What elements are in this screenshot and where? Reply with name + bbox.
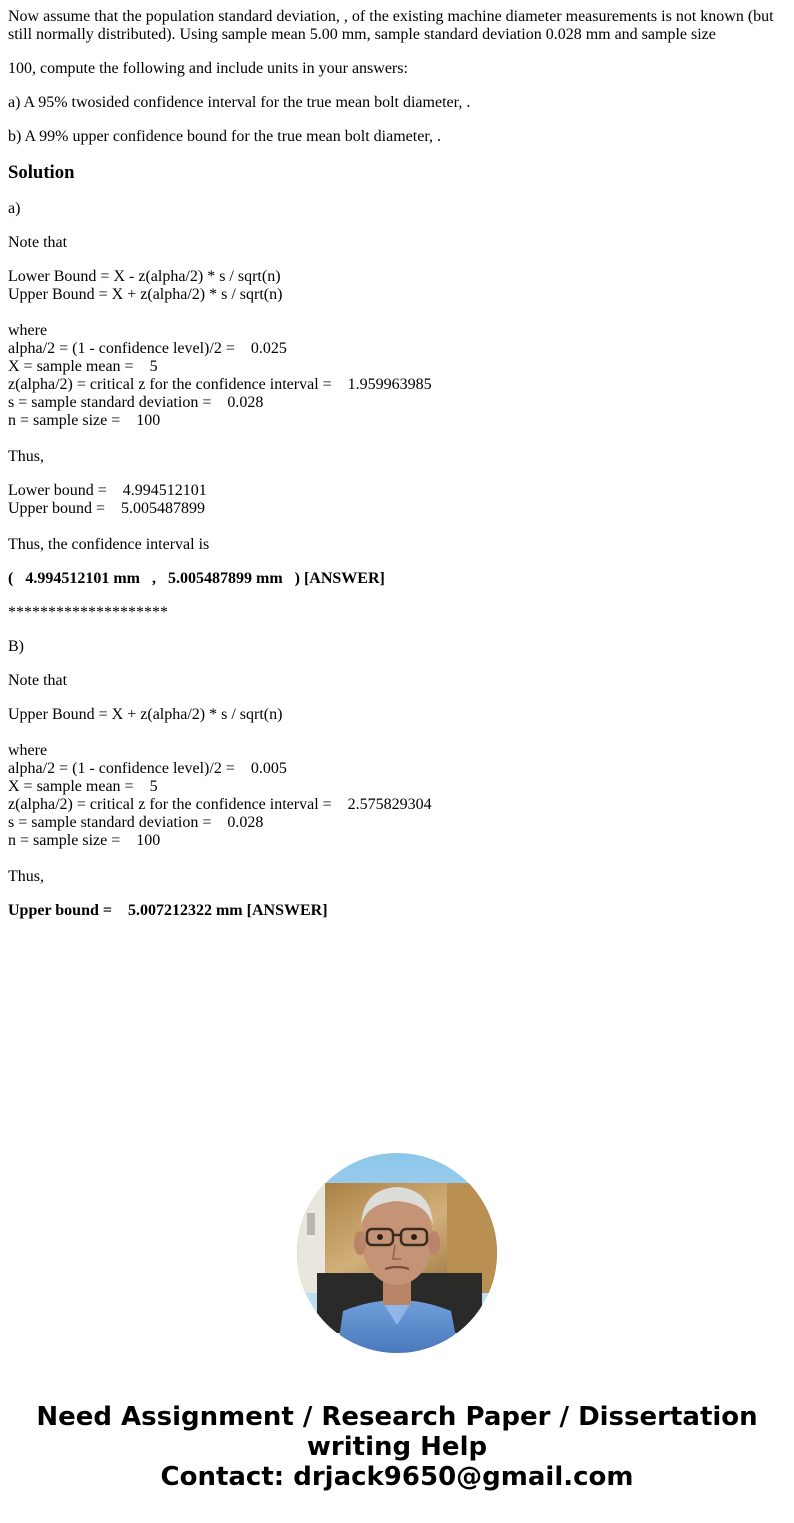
formula-upper-bound-b: Upper Bound = X + z(alpha/2) * s / sqrt(n): [8, 706, 283, 723]
upper-bound-result: Upper bound = 5.005487899: [8, 500, 206, 517]
question-part-b: b) A 99% upper confidence bound for the true mean bolt diameter, .: [8, 128, 441, 145]
portrait-image: [297, 1153, 497, 1353]
z-definition-b: z(alpha/2) = critical z for the confidence interval = 2.575829304: [8, 796, 432, 813]
z-definition: z(alpha/2) = critical z for the confidence interval = 1.959963985: [8, 376, 432, 393]
part-b-answer: Upper bound = 5.007212322 mm [ANSWER]: [8, 902, 328, 919]
document-body: [8, 8, 786, 936]
where-label-b: where: [8, 742, 48, 759]
question-part-a: a) A 95% twosided confidence interval for the true mean bolt diameter, .: [8, 94, 471, 111]
part-a-thus: Thus,: [8, 448, 44, 465]
question-paragraph-2: 100, compute the following and include units in your answers:: [8, 60, 408, 77]
part-b-note: Note that: [8, 672, 68, 689]
footer-contact: Contact: drjack9650@gmail.com: [160, 1462, 634, 1492]
formula-lower-bound: Lower Bound = X - z(alpha/2) * s / sqrt(n): [8, 268, 281, 285]
solution-heading: Solution: [8, 162, 75, 183]
n-definition: n = sample size = 100: [8, 412, 161, 429]
footer-line-2: writing Help: [306, 1432, 488, 1462]
alpha-definition-b: alpha/2 = (1 - confidence level)/2 = 0.005: [8, 760, 287, 777]
part-b-definitions: [8, 742, 786, 850]
part-a-label: a): [8, 200, 21, 217]
mean-definition: X = sample mean = 5: [8, 358, 158, 375]
n-definition-b: n = sample size = 100: [8, 832, 161, 849]
mean-definition-b: X = sample mean = 5: [8, 778, 158, 795]
s-definition: s = sample standard deviation = 0.028: [8, 394, 264, 411]
lower-bound-result: Lower bound = 4.994512101: [8, 482, 207, 499]
question-paragraph-1: Now assume that the population standard deviation, , of the existing machine diameter measurements is not known (but still normally distributed). Using sample mean 5.00 mm, sample standard deviation 0.028 mm and sample size: [8, 8, 774, 43]
part-b-thus: Thus,: [8, 868, 44, 885]
separator: ********************: [8, 604, 168, 621]
author-photo: [297, 1153, 497, 1353]
footer-line-1: Need Assignment / Research Paper / Dissertation: [36, 1402, 758, 1432]
part-a-answer: ( 4.994512101 mm , 5.005487899 mm ) [ANSWER]: [8, 570, 385, 587]
footer-banner: [0, 1402, 794, 1492]
part-b-formulas: [8, 706, 786, 724]
part-a-definitions: [8, 322, 786, 430]
part-a-formulas: [8, 268, 786, 304]
s-definition-b: s = sample standard deviation = 0.028: [8, 814, 264, 831]
part-a-conclusion: Thus, the confidence interval is: [8, 536, 210, 553]
formula-upper-bound: Upper Bound = X + z(alpha/2) * s / sqrt(n): [8, 286, 283, 303]
alpha-definition: alpha/2 = (1 - confidence level)/2 = 0.025: [8, 340, 287, 357]
part-a-results: [8, 482, 786, 518]
where-label: where: [8, 322, 48, 339]
part-b-label: B): [8, 638, 24, 655]
part-a-note: Note that: [8, 234, 68, 251]
